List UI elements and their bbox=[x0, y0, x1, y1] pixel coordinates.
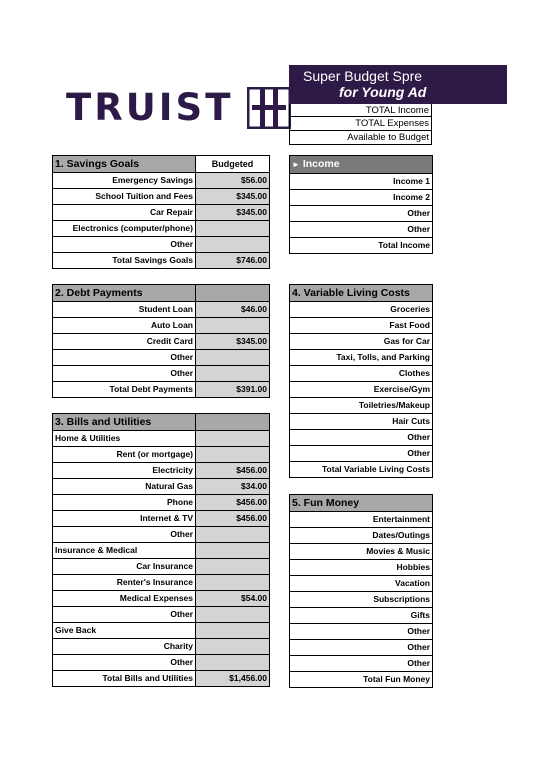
expand-arrow-icon[interactable]: ► bbox=[292, 160, 300, 169]
variable-row-label: Other bbox=[290, 430, 433, 446]
bills-title: 3. Bills and Utilities bbox=[53, 414, 196, 431]
bills-row-label: Rent (or mortgage) bbox=[53, 447, 196, 463]
bills-row-amount[interactable]: $54.00 bbox=[196, 591, 270, 607]
table-row bbox=[290, 334, 433, 350]
fun-row-label: Other bbox=[290, 656, 433, 672]
table-row bbox=[290, 576, 433, 592]
bills-row-label: Other bbox=[53, 655, 196, 671]
table-row bbox=[53, 318, 270, 334]
sheet-title bbox=[289, 65, 507, 104]
debt-row-amount[interactable]: $391.00 bbox=[196, 382, 270, 398]
bills-row-label: Natural Gas bbox=[53, 479, 196, 495]
brand-name: TRUIST bbox=[66, 86, 234, 129]
bills-row-label: Medical Expenses bbox=[53, 591, 196, 607]
savings-row-amount[interactable] bbox=[196, 221, 270, 237]
table-row bbox=[53, 447, 270, 463]
debt-row-label: Other bbox=[53, 350, 196, 366]
variable-row-label: Total Variable Living Costs bbox=[290, 462, 433, 478]
debt-row-label: Student Loan bbox=[53, 302, 196, 318]
variable-row-label: Groceries bbox=[290, 302, 433, 318]
bills-row-amount[interactable] bbox=[196, 431, 270, 447]
savings-row-label: Other bbox=[53, 237, 196, 253]
income-row-label: Total Income bbox=[290, 238, 433, 254]
table-row bbox=[53, 511, 270, 527]
bills-row-amount[interactable] bbox=[196, 655, 270, 671]
fun-row-label: Dates/Outings bbox=[290, 528, 433, 544]
bills-row-amount[interactable] bbox=[196, 527, 270, 543]
income-header-row bbox=[290, 156, 433, 174]
bills-row-amount[interactable] bbox=[196, 623, 270, 639]
table-row bbox=[53, 173, 270, 189]
debt-row-amount[interactable]: $46.00 bbox=[196, 302, 270, 318]
table-row bbox=[53, 575, 270, 591]
savings-row-label: School Tuition and Fees bbox=[53, 189, 196, 205]
bills-utilities-table bbox=[52, 413, 270, 687]
bills-row-amount[interactable] bbox=[196, 447, 270, 463]
table-row bbox=[53, 479, 270, 495]
income-title-text: Income bbox=[302, 158, 340, 170]
fun-row-label: Vacation bbox=[290, 576, 433, 592]
savings-row-amount[interactable]: $345.00 bbox=[196, 205, 270, 221]
savings-row-label: Electronics (computer/phone) bbox=[53, 221, 196, 237]
fun-row-label: Other bbox=[290, 624, 433, 640]
income-row-label: Income 1 bbox=[290, 174, 433, 190]
bills-row-label: Other bbox=[53, 607, 196, 623]
bills-row-amount[interactable] bbox=[196, 543, 270, 559]
table-row bbox=[53, 189, 270, 205]
title-line-1: Super Budget Spre bbox=[303, 68, 423, 84]
fun-row-label: Subscriptions bbox=[290, 592, 433, 608]
table-row bbox=[53, 221, 270, 237]
variable-row-label: Clothes bbox=[290, 366, 433, 382]
table-row bbox=[290, 672, 433, 688]
table-row bbox=[290, 414, 433, 430]
table-row bbox=[53, 639, 270, 655]
table-row bbox=[290, 512, 433, 528]
table-row bbox=[53, 559, 270, 575]
debt-header-row bbox=[53, 285, 270, 302]
table-row bbox=[290, 608, 433, 624]
table-row bbox=[53, 302, 270, 318]
table-row bbox=[290, 446, 433, 462]
savings-row-label: Car Repair bbox=[53, 205, 196, 221]
savings-row-label: Total Savings Goals bbox=[53, 253, 196, 269]
table-row bbox=[290, 624, 433, 640]
variable-row-label: Gas for Car bbox=[290, 334, 433, 350]
fun-row-label: Total Fun Money bbox=[290, 672, 433, 688]
summary-available: Available to Budget bbox=[347, 131, 429, 143]
table-row bbox=[53, 623, 270, 639]
table-row bbox=[290, 560, 433, 576]
table-row bbox=[53, 655, 270, 671]
table-row bbox=[290, 462, 433, 478]
bills-row-label: Electricity bbox=[53, 463, 196, 479]
summary-box bbox=[289, 104, 432, 145]
savings-row-amount[interactable]: $746.00 bbox=[196, 253, 270, 269]
table-row bbox=[290, 430, 433, 446]
table-row bbox=[290, 302, 433, 318]
table-row bbox=[53, 463, 270, 479]
variable-costs-table bbox=[289, 284, 433, 478]
savings-header-row bbox=[53, 156, 270, 173]
summary-total-income: TOTAL Income bbox=[290, 104, 431, 117]
savings-row-amount[interactable] bbox=[196, 237, 270, 253]
debt-row-amount[interactable] bbox=[196, 318, 270, 334]
table-row bbox=[53, 366, 270, 382]
table-row bbox=[290, 640, 433, 656]
truist-logo bbox=[66, 86, 291, 130]
summary-total-expenses: TOTAL Expenses bbox=[290, 117, 431, 130]
table-row bbox=[290, 318, 433, 334]
bills-row-amount[interactable]: $456.00 bbox=[196, 463, 270, 479]
bills-row-amount[interactable]: $456.00 bbox=[196, 511, 270, 527]
income-row-label: Other bbox=[290, 206, 433, 222]
fun-row-label: Other bbox=[290, 640, 433, 656]
bills-row-label: Renter's Insurance bbox=[53, 575, 196, 591]
table-row bbox=[290, 190, 433, 206]
bills-row-amount[interactable]: $34.00 bbox=[196, 479, 270, 495]
debt-title: 2. Debt Payments bbox=[53, 285, 196, 302]
fun-money-table bbox=[289, 494, 433, 688]
table-row bbox=[53, 253, 270, 269]
table-row bbox=[290, 382, 433, 398]
table-row bbox=[290, 544, 433, 560]
fun-row-label: Hobbies bbox=[290, 560, 433, 576]
debt-row-label: Credit Card bbox=[53, 334, 196, 350]
debt-row-label: Total Debt Payments bbox=[53, 382, 196, 398]
bills-row-amount[interactable] bbox=[196, 639, 270, 655]
variable-row-label: Toiletries/Makeup bbox=[290, 398, 433, 414]
variable-title: 4. Variable Living Costs bbox=[290, 285, 433, 302]
table-row bbox=[290, 592, 433, 608]
income-table bbox=[289, 155, 433, 254]
table-row bbox=[53, 205, 270, 221]
variable-row-label: Exercise/Gym bbox=[290, 382, 433, 398]
income-row-label: Other bbox=[290, 222, 433, 238]
table-row bbox=[290, 206, 433, 222]
savings-goals-table bbox=[52, 155, 270, 269]
bills-row-label: Charity bbox=[53, 639, 196, 655]
budgeted-header: Budgeted bbox=[196, 156, 270, 173]
bills-row-label: Insurance & Medical bbox=[53, 543, 196, 559]
variable-header-row bbox=[290, 285, 433, 302]
debt-row-label: Auto Loan bbox=[53, 318, 196, 334]
bills-row-label: Total Bills and Utilities bbox=[53, 671, 196, 687]
bills-row-amount[interactable] bbox=[196, 607, 270, 623]
bills-row-label: Phone bbox=[53, 495, 196, 511]
fun-row-label: Movies & Music bbox=[290, 544, 433, 560]
bills-row-label: Other bbox=[53, 527, 196, 543]
table-row bbox=[53, 671, 270, 687]
table-row bbox=[290, 238, 433, 254]
debt-row-label: Other bbox=[53, 366, 196, 382]
bills-row-amount[interactable] bbox=[196, 559, 270, 575]
table-row bbox=[53, 527, 270, 543]
debt-row-amount[interactable] bbox=[196, 366, 270, 382]
bills-row-label: Give Back bbox=[53, 623, 196, 639]
savings-row-amount[interactable]: $345.00 bbox=[196, 189, 270, 205]
bills-header-row bbox=[53, 414, 270, 431]
table-row bbox=[53, 431, 270, 447]
title-line-2: for Young Ad bbox=[339, 84, 427, 100]
savings-row-label: Emergency Savings bbox=[53, 173, 196, 189]
table-row bbox=[53, 350, 270, 366]
bills-row-amount[interactable]: $1,456.00 bbox=[196, 671, 270, 687]
table-row bbox=[290, 350, 433, 366]
truist-mark-icon bbox=[247, 87, 291, 129]
variable-row-label: Other bbox=[290, 446, 433, 462]
table-row bbox=[53, 495, 270, 511]
savings-title: 1. Savings Goals bbox=[53, 156, 196, 173]
income-row-label: Income 2 bbox=[290, 190, 433, 206]
bills-row-label: Car Insurance bbox=[53, 559, 196, 575]
table-row bbox=[290, 656, 433, 672]
bills-row-label: Internet & TV bbox=[53, 511, 196, 527]
table-row bbox=[53, 607, 270, 623]
income-title bbox=[290, 156, 433, 174]
table-row bbox=[53, 237, 270, 253]
table-row bbox=[53, 382, 270, 398]
table-row bbox=[53, 543, 270, 559]
fun-title: 5. Fun Money bbox=[290, 495, 433, 512]
table-row bbox=[290, 222, 433, 238]
table-row bbox=[290, 174, 433, 190]
table-row bbox=[53, 591, 270, 607]
variable-row-label: Taxi, Tolls, and Parking bbox=[290, 350, 433, 366]
debt-row-amount[interactable] bbox=[196, 350, 270, 366]
table-row bbox=[53, 334, 270, 350]
table-row bbox=[290, 398, 433, 414]
table-row bbox=[290, 528, 433, 544]
debt-payments-table bbox=[52, 284, 270, 398]
table-row bbox=[290, 366, 433, 382]
savings-row-amount[interactable]: $56.00 bbox=[196, 173, 270, 189]
fun-row-label: Entertainment bbox=[290, 512, 433, 528]
bills-row-amount[interactable]: $456.00 bbox=[196, 495, 270, 511]
debt-row-amount[interactable]: $345.00 bbox=[196, 334, 270, 350]
bills-row-label: Home & Utilities bbox=[53, 431, 196, 447]
fun-header-row bbox=[290, 495, 433, 512]
variable-row-label: Fast Food bbox=[290, 318, 433, 334]
fun-row-label: Gifts bbox=[290, 608, 433, 624]
variable-row-label: Hair Cuts bbox=[290, 414, 433, 430]
bills-row-amount[interactable] bbox=[196, 575, 270, 591]
